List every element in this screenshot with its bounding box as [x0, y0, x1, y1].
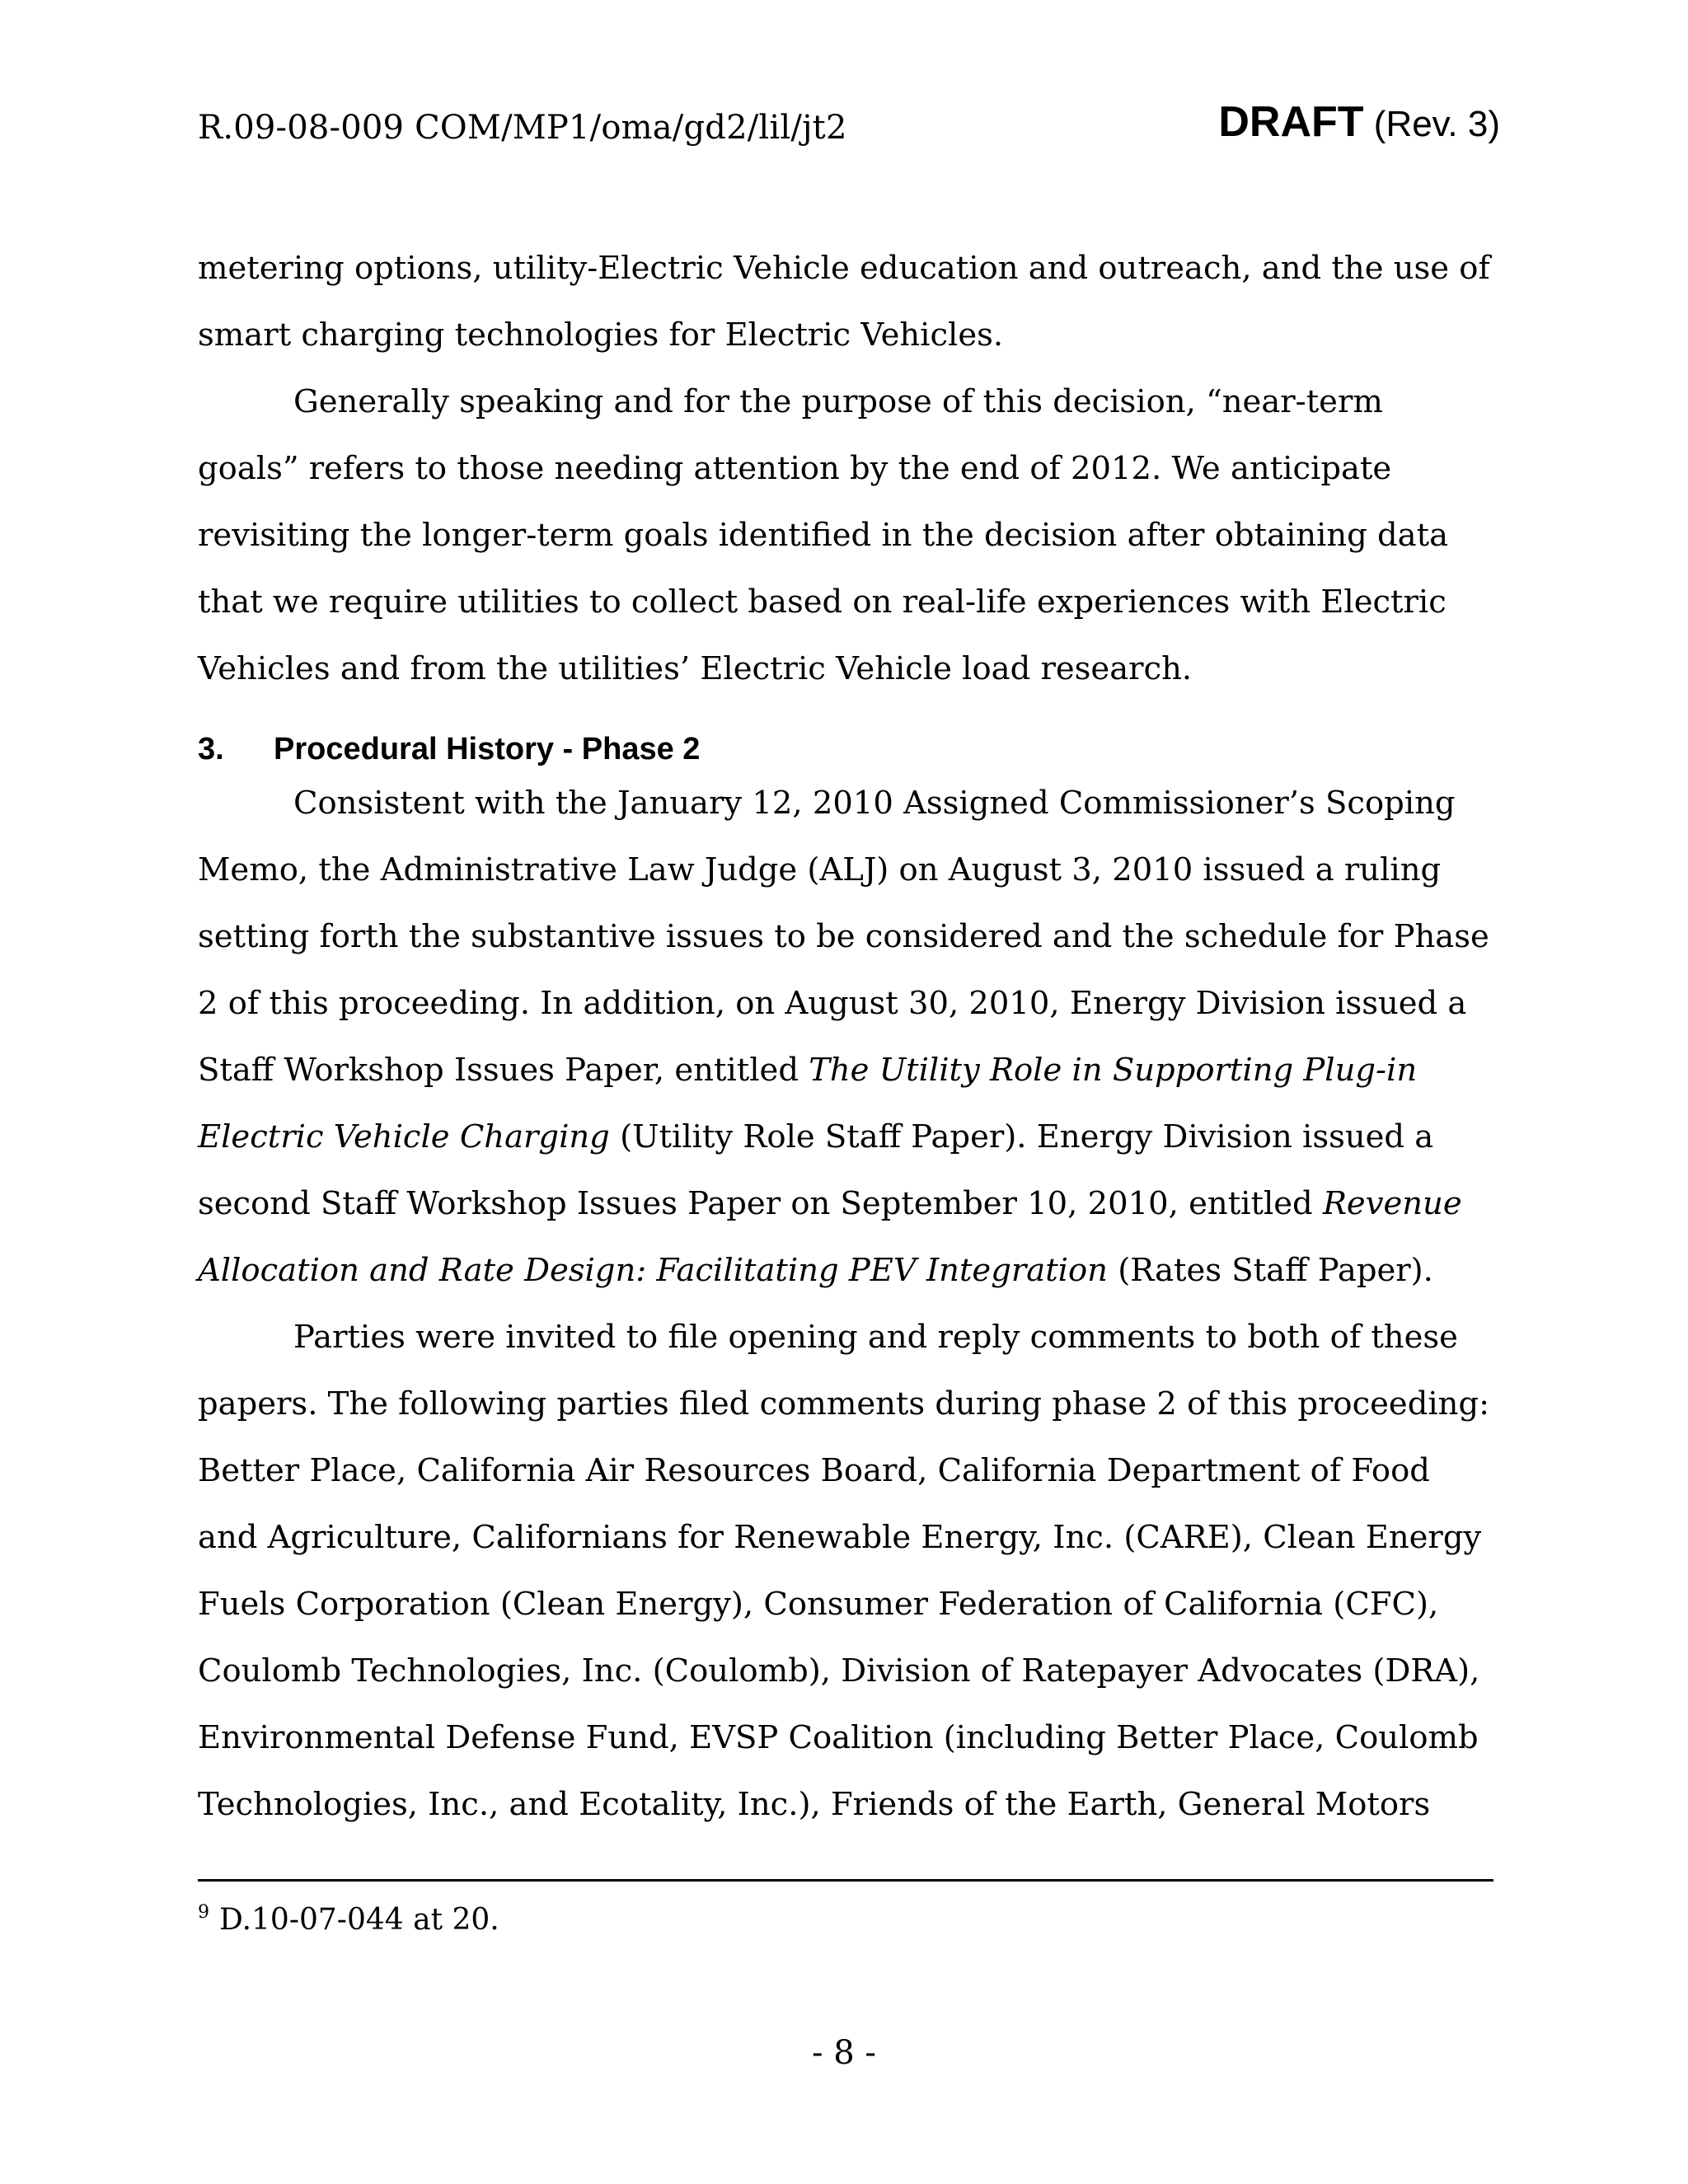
draft-stamp: [1218, 97, 1500, 147]
footnote-marker: 9: [198, 1902, 209, 1923]
body-text: [198, 235, 1493, 1838]
paragraph-parties: Parties were invited to file opening and reply comments to both of these papers. The following parties filed comments during phase 2 of this proceeding: Better Place, California Air Resources Board, California Department of Food and Agriculture, Californians for Renewable Energy, Inc. (CARE), Clean Energy Fuels Corporation (Clean Energy), Consumer Federation of California (CFC), Coulomb Technologies, Inc. (Coulomb), Division of Ratepayer Advocates (DRA), Environmental Defense Fund, EVSP Coalition (including Better Place, Coulomb Technologies, Inc., and Ecotality, Inc.), Friends of the Earth, General Motors: [198, 1319, 1490, 1823]
page-header: [198, 97, 1500, 163]
paper-title-revenue-allocation: Revenue Allocation and Rate Design: Facilitating PEV Integration: [198, 1185, 1462, 1289]
draft-revision: (Rev. 3): [1363, 104, 1500, 144]
page-number: - 8 -: [812, 2034, 876, 2072]
section-title: Procedural History - Phase 2: [274, 732, 701, 766]
footnote-text: D.10-07-044 at 20.: [219, 1903, 499, 1937]
paper-title-utility-role: The Utility Role in Supporting Plug-in Electric Vehicle Charging: [198, 1052, 1418, 1155]
footnote-divider: [198, 1879, 1493, 1882]
text-run: (Utility Role Staff Paper). Energy Division issued a second Staff Workshop Issues Paper on September 10, 2010, entitled: [198, 1118, 1434, 1222]
section-number: 3.: [198, 732, 224, 766]
paragraph-near-term-goals: Generally speaking and for the purpose of this decision, “near-term goals” refers to those needing attention by the end of 2012. We anticipate revisiting the longer-term goals identified in the decision after obtaining data that we require utilities to collect based on real-life experiences with Electric Vehicles and from the utilities’ Electric Vehicle load research.: [198, 383, 1449, 687]
text-run: (Rates Staff Paper).: [1107, 1252, 1433, 1289]
section-heading: [198, 733, 1493, 765]
paragraph-procedural-history: [198, 770, 1493, 1304]
docket-number: R.09-08-009 COM/MP1/oma/gd2/lil/jt2: [198, 109, 847, 147]
text-run: Consistent with the January 12, 2010 Assigned Commissioner’s Scoping Memo, the Administrative Law Judge (ALJ) on August 3, 2010 issued a ruling setting forth the substantive issues to be considered and the schedule for Phase 2 of this proceeding. In addition, on August 30, 2010, Energy Division issued a Staff Workshop Issues Paper, entitled: [198, 785, 1489, 1089]
footnote: [198, 1902, 499, 1937]
draft-label: DRAFT: [1218, 98, 1364, 146]
paragraph-continuation: metering options, utility-Electric Vehicle education and outreach, and the use of smart charging technologies for Electric Vehicles.: [198, 250, 1490, 354]
